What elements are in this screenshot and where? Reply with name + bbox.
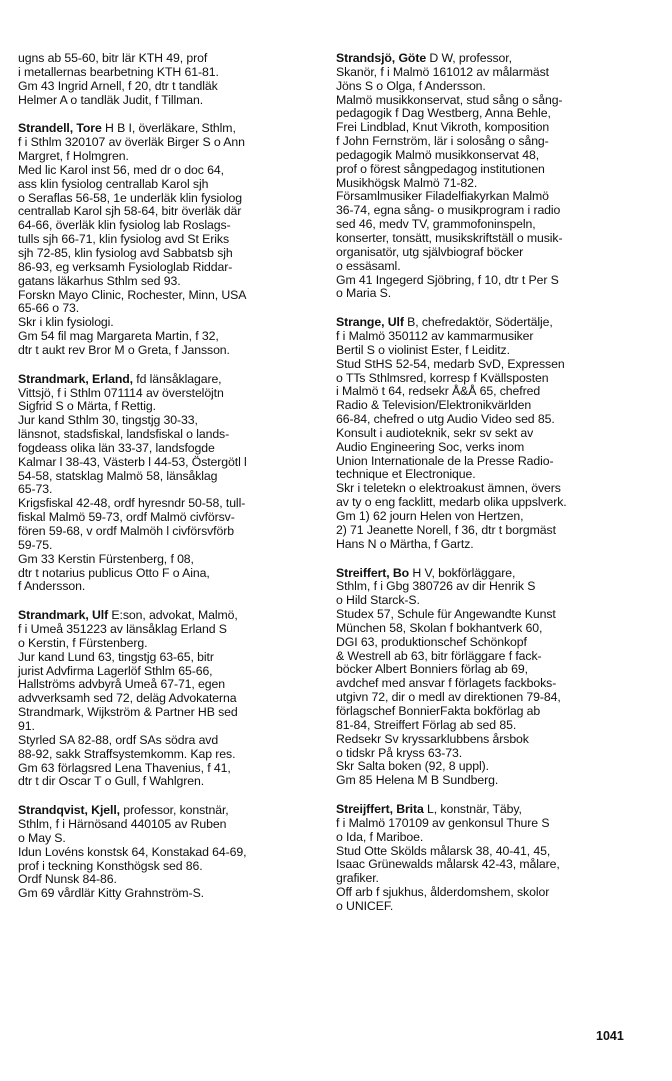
entry-line (336, 677, 638, 691)
entry-text: Studex 57, Schule für Angewandte Kunst (336, 607, 556, 622)
entry-text: f i Malmö 170109 av genkonsul Thure S (336, 815, 550, 830)
entry-text: o TTs Sthlmsred, korresp f Kvällsposten (336, 370, 549, 385)
entry-text: böcker Albert Bonniers förlag ab 69, (336, 662, 528, 677)
entry-line (18, 748, 320, 762)
entry-text: 54-58, statsklag Malmö 58, länsåklag (18, 468, 218, 483)
entry-line (336, 218, 638, 232)
entry-text: Malmö musikkonservat, stud sång o sång- (336, 92, 563, 107)
entry-text: f i Umeå 351223 av länsåklag Erland S (18, 622, 227, 637)
entry-text: fogdeass olika län 33-37, landsfogde (18, 440, 215, 455)
entry-line (336, 316, 638, 330)
entry-text: advverksamh sed 72, deläg Advokaterna (18, 691, 237, 706)
entry-line (336, 204, 638, 218)
entry-text: Forskn Mayo Clinic, Rochester, Minn, USA (18, 287, 247, 302)
entry-text: fd länsåklagare, (132, 371, 222, 386)
entry-text: fiskal Malmö 59-73, ordf Malmö civförsv- (18, 510, 235, 525)
entry-text: o Ida, f Mariboe. (336, 829, 424, 844)
entry-name: Streijffert, Brita (336, 802, 424, 817)
entry-line (18, 400, 320, 414)
entry-line (18, 136, 320, 150)
entry-line (336, 636, 638, 650)
entry-line (18, 762, 320, 776)
entry-line (336, 900, 638, 914)
entry-line (18, 665, 320, 679)
entry-line (18, 678, 320, 692)
entry-text: pedagogik Malmö musikkonservat 48, (336, 147, 540, 162)
entry-text: o UNICEF. (336, 898, 394, 913)
entry-text: i Malmö t 64, redsekr Å&Å 65, chefred (336, 384, 541, 399)
entry-line (336, 496, 638, 510)
entry-text: Frei Lindblad, Knut Vikroth, komposition (336, 120, 550, 135)
entry-text: B, chefredaktör, Södertälje, (403, 315, 553, 330)
entry-text: 65-66 o 73. (18, 301, 80, 316)
entry-line (18, 80, 320, 94)
entry-name: Strandmark, Erland, (18, 371, 133, 386)
entry-text: f John Fernström, lär i solosång o sång- (336, 134, 549, 149)
entry-line (336, 385, 638, 399)
entry-line (336, 663, 638, 677)
entry-line (18, 330, 320, 344)
entry-text: sjh 72-85, klin fysiolog avd Sabbatsb sjh (18, 245, 233, 260)
entry-text: Skr i klin fysiologi. (18, 315, 114, 330)
entry-line (18, 289, 320, 303)
entry-line (336, 858, 638, 872)
entry-line (336, 344, 638, 358)
entry-text: Skanör, f i Malmö 161012 av målarmäst (336, 64, 549, 79)
entry-text: E:son, advokat, Malmö, (108, 608, 238, 623)
entry-text: ugns ab 55-60, bitr lär KTH 49, prof (18, 51, 208, 65)
entry-text: dtr t aukt rev Bror M o Greta, f Jansson. (18, 342, 230, 357)
entry-line (336, 287, 638, 301)
entry-line (18, 734, 320, 748)
entry-line (336, 232, 638, 246)
entry-line (336, 413, 638, 427)
entry-line (18, 470, 320, 484)
entry-text: av ty o eng facklitt, medarb olika uppslverk. (336, 495, 567, 510)
entry-line (18, 483, 320, 497)
entry-line (18, 511, 320, 525)
entry-text: o Kerstin, f Fürstenberg. (18, 635, 148, 650)
entry-text: Bertil S o violinist Ester, f Leiditz. (336, 342, 510, 357)
entry-text: Gm 43 Ingrid Arnell, f 20, dtr t tandläk (18, 78, 218, 93)
entry-text: tulls sjh 66-71, klin fysiolog avd St Eriks (18, 232, 229, 247)
entry-text: H V, bokförläggare, (409, 565, 516, 580)
entry-text: utgivn 72, dir o medl av direktionen 79-84, (336, 690, 561, 705)
entry-text: prof i teckning Konsthögsk sed 86. (18, 858, 203, 873)
entry-line (336, 107, 638, 121)
entry-text: 91. (18, 718, 35, 733)
entry-text: Idun Lovéns konstsk 64, Konstakad 64-69, (18, 844, 247, 859)
entry-text: gatans läkarhus Sthlm sed 93. (18, 273, 181, 288)
entry-text: o tidskr På kryss 63-73. (336, 745, 463, 760)
entry-line (336, 845, 638, 859)
biography-entry (336, 567, 638, 789)
entry-text: länsnot, stadsfiskal, landsfiskal o lands- (18, 427, 230, 442)
entry-text: ass klin fysiolog centrallab Karol sjh (18, 176, 209, 191)
biography-entry (18, 609, 320, 789)
entry-line (336, 872, 638, 886)
entry-text: DGI 63, produktionschef Schönkopf (336, 634, 527, 649)
entry-line (18, 720, 320, 734)
entry-line (18, 205, 320, 219)
entry-name: Strandell, Tore (18, 121, 102, 136)
entry-line (18, 66, 320, 80)
entry-text: o Maria S. (336, 286, 392, 301)
entry-text: Union Internationale de la Presse Radio- (336, 453, 554, 468)
entry-text: professor, konstnär, (119, 803, 229, 818)
entry-line (336, 190, 638, 204)
entry-text: Gm 63 förlagsred Lena Thavenius, f 41, (18, 760, 231, 775)
entry-text: München 58, Skolan f bokhantverk 60, (336, 620, 543, 635)
entry-line (18, 525, 320, 539)
entry-line (336, 482, 638, 496)
entry-line (336, 831, 638, 845)
entry-line (18, 706, 320, 720)
entry-text: Församlmusiker Filadelfiakyrkan Malmö (336, 189, 549, 204)
biography-entry (336, 803, 638, 914)
entry-line (336, 594, 638, 608)
entry-line (18, 428, 320, 442)
entry-name: Strandsjö, Göte (336, 51, 427, 65)
entry-text: 86-93, eg verksamh Fysiologlab Riddar- (18, 259, 233, 274)
entry-text: förlagschef BonnierFakta bokförlag ab (336, 703, 541, 718)
entry-text: f i Sthlm 320107 av överläk Birger S o Ann (18, 135, 245, 150)
biography-entry (336, 52, 638, 301)
entry-text: Radio & Television/Elektronikvärlden (336, 398, 532, 413)
entry-line (18, 302, 320, 316)
entry-text: fören 59-68, v ordf Malmöh l civförsvförb (18, 524, 234, 538)
entry-line (336, 567, 638, 581)
entry-line (18, 539, 320, 553)
entry-line (336, 608, 638, 622)
entry-text: 65-73. (18, 482, 53, 497)
entry-line (18, 846, 320, 860)
entry-line (18, 178, 320, 192)
entry-text: H B I, överläkare, Sthlm, (101, 121, 236, 136)
entry-text: Margret, f Holmgren. (18, 149, 129, 164)
entry-text: o essäsaml. (336, 258, 401, 273)
entry-line (336, 399, 638, 413)
entry-text: 64-66, överläk klin fysiolog lab Roslags- (18, 218, 231, 233)
entry-line (336, 260, 638, 274)
entry-text: i metallernas bearbetning KTH 61-81. (18, 64, 219, 79)
entry-text: 36-74, egna sång- o musikprogram i radio (336, 203, 561, 218)
entry-text: Audio Engineering Soc, verks inom (336, 439, 525, 454)
entry-line (18, 567, 320, 581)
entry-line (336, 747, 638, 761)
entry-line (18, 316, 320, 330)
entry-line (336, 538, 638, 552)
entry-line (336, 94, 638, 108)
entry-line (336, 886, 638, 900)
entry-text: technique et Electronique. (336, 467, 476, 482)
entry-line (18, 344, 320, 358)
entry-line (336, 650, 638, 664)
biography-entry (336, 316, 638, 551)
entry-text: dtr t notarius publicus Otto F o Aina, (18, 565, 210, 580)
entry-line (18, 832, 320, 846)
entry-text: Konsult i audioteknik, sekr sv sekt av (336, 425, 534, 440)
entry-line (336, 691, 638, 705)
entry-line (336, 246, 638, 260)
entry-line (18, 150, 320, 164)
entry-line (336, 274, 638, 288)
entry-text: L, konstnär, Täby, (423, 802, 522, 817)
biography-entry (18, 373, 320, 595)
entry-text: 81-84, Streiffert Förlag ab sed 85. (336, 717, 517, 732)
entry-text: Musikhögsk Malmö 71-82. (336, 175, 478, 190)
entry-text: Skr i teletekn o elektroakust ämnen, övers (336, 481, 561, 496)
entry-line (336, 580, 638, 594)
entry-text: organisatör, utg självbiograf böcker (336, 244, 524, 259)
entry-text: sed 46, medv TV, grammofoninspeln, (336, 217, 536, 232)
entry-line (18, 692, 320, 706)
entry-line (18, 860, 320, 874)
entry-text: Vittsjö, f i Sthlm 071114 av överstelöjtn (18, 385, 224, 400)
entry-line (18, 122, 320, 136)
entry-name: Streiffert, Bo (336, 565, 410, 580)
entry-line (18, 804, 320, 818)
entry-text: f i Malmö 350112 av kammarmusiker (336, 329, 534, 344)
entry-text: Gm 85 Helena M B Sundberg. (336, 773, 499, 788)
entry-text: Sigfrid S o Märta, f Rettig. (18, 399, 156, 414)
page-number: 1041 (596, 1029, 624, 1043)
entry-line (336, 177, 638, 191)
entry-line (336, 66, 638, 80)
entry-line (18, 456, 320, 470)
entry-text: 2) 71 Jeanette Norell, f 36, dtr t borgmäst (336, 522, 556, 537)
entry-text: Strandmark, Wijkström & Partner HB sed (18, 705, 238, 720)
entry-text: Off arb f sjukhus, ålderdomshem, skolor (336, 885, 550, 900)
entry-line (336, 719, 638, 733)
entry-line (336, 733, 638, 747)
entry-line (18, 373, 320, 387)
entry-text: pedagogik f Dag Westberg, Anna Behle, (336, 106, 551, 121)
entry-line (336, 455, 638, 469)
entry-line (336, 149, 638, 163)
entry-text: dtr t dir Oscar T o Gull, f Wahlgren. (18, 774, 205, 789)
entry-line (336, 803, 638, 817)
entry-text: 88-92, sakk Straffsystemkomm. Kap res. (18, 746, 236, 761)
entry-line (18, 497, 320, 511)
entry-line (336, 705, 638, 719)
entry-line (18, 651, 320, 665)
entry-line (18, 775, 320, 789)
entry-text: Hallströms advbyrå Umeå 67-71, egen (18, 677, 226, 692)
entry-text: Stud Otte Skölds målarsk 38, 40-41, 45, (336, 843, 551, 858)
entry-text: Med lic Karol inst 56, med dr o doc 64, (18, 162, 224, 177)
entry-text: Stud StHS 52-54, medarb SvD, Expressen (336, 356, 565, 371)
entry-text: Sthlm, f i Härnösand 440105 av Ruben (18, 817, 227, 832)
entry-text: Gm 69 vårdlär Kitty Grahnström-S. (18, 886, 204, 901)
entry-line (336, 358, 638, 372)
biography-entry (18, 122, 320, 357)
entry-text: jurist Advfirma Lagerlöf Sthlm 65-66, (18, 663, 213, 678)
entry-text: Skr Salta boken (92, 8 uppl). (336, 759, 489, 774)
biography-entry (18, 804, 320, 901)
entry-line (336, 121, 638, 135)
entry-line (18, 887, 320, 901)
entry-line (336, 135, 638, 149)
entry-line (18, 553, 320, 567)
entry-line (336, 622, 638, 636)
entry-line (336, 330, 638, 344)
entry-text: Jöns S o Olga, f Andersson. (336, 78, 486, 93)
right-column (336, 52, 638, 929)
entry-text: f Andersson. (18, 579, 86, 594)
entry-text: 59-75. (18, 537, 53, 552)
entry-line (336, 80, 638, 94)
entry-line (18, 275, 320, 289)
entry-text: Krigsfiskal 42-48, ordf hyresndr 50-58, tull- (18, 496, 246, 511)
entry-line (18, 164, 320, 178)
entry-line (18, 873, 320, 887)
entry-line (18, 442, 320, 456)
biography-entry (18, 52, 320, 107)
entry-text: Kalmar l 38-43, Västerb l 44-53, Östergötl l (18, 454, 247, 469)
entry-text: grafiker. (336, 871, 379, 886)
entry-line (18, 94, 320, 108)
entry-line (336, 427, 638, 441)
entry-line (18, 609, 320, 623)
entry-text: Gm 1) 62 journ Helen von Hertzen, (336, 509, 524, 523)
entry-text: prof o förest sångpedagog institutionen (336, 161, 545, 176)
entry-text: D W, professor, (426, 51, 512, 65)
entry-line (18, 637, 320, 651)
entry-text: Gm 41 Ingegerd Sjöbring, f 10, dtr t Per S (336, 272, 559, 287)
entry-text: o Seraflas 56-58, 1e underläk klin fysiolog (18, 190, 243, 205)
entry-line (18, 414, 320, 428)
entry-line (18, 623, 320, 637)
entry-text: Isaac Grünewalds målarsk 42-43, målare, (336, 857, 560, 872)
entry-line (336, 760, 638, 774)
entry-text: Jur kand Lund 63, tingstjg 63-65, bitr (18, 649, 214, 664)
entry-line (18, 387, 320, 401)
left-column (18, 52, 320, 916)
entry-text: konserter, tonsätt, musikskriftställ o musik- (336, 230, 563, 245)
entry-text: Jur kand Sthlm 30, tingstjg 30-33, (18, 413, 198, 428)
entry-text: Redsekr Sv kryssarklubbens årsbok (336, 731, 529, 746)
entry-name: Strandmark, Ulf (18, 608, 109, 623)
entry-line (18, 233, 320, 247)
entry-text: o Hild Starck-S. (336, 593, 420, 608)
entry-text: o May S. (18, 830, 66, 845)
entry-text: & Westrell ab 63, bitr förläggare f fack- (336, 648, 542, 663)
entry-text: 66-84, chefred o utg Audio Video sed 85. (336, 412, 555, 427)
entry-text: avdchef med ansvar f förlagets fackboks- (336, 676, 557, 691)
entry-text: Gm 33 Kerstin Fürstenberg, f 08, (18, 551, 194, 566)
entry-line (18, 261, 320, 275)
entry-line (18, 52, 320, 66)
entry-name: Strange, Ulf (336, 315, 404, 330)
entry-text: Ordf Nunsk 84-86. (18, 872, 117, 887)
entry-text: Hans N o Märtha, f Gartz. (336, 536, 474, 551)
entry-line (336, 441, 638, 455)
entry-text: Gm 54 fil mag Margareta Martin, f 32, (18, 329, 219, 344)
entry-line (336, 817, 638, 831)
entry-line (18, 192, 320, 206)
entry-line (18, 580, 320, 594)
entry-line (336, 52, 638, 66)
entry-text: Styrled SA 82-88, ordf SAs södra avd (18, 732, 219, 747)
entry-line (18, 247, 320, 261)
entry-line (18, 818, 320, 832)
entry-text: Helmer A o tandläk Judit, f Tillman. (18, 92, 204, 107)
entry-line (336, 510, 638, 524)
entry-line (336, 163, 638, 177)
entry-line (336, 468, 638, 482)
entry-line (336, 524, 638, 538)
entry-line (336, 774, 638, 788)
entry-line (18, 219, 320, 233)
entry-text: Sthlm, f i Gbg 380726 av dir Henrik S (336, 579, 536, 594)
entry-name: Strandqvist, Kjell, (18, 803, 120, 818)
entry-text: centrallab Karol sjh 58-64, bitr överläk där (18, 204, 242, 219)
